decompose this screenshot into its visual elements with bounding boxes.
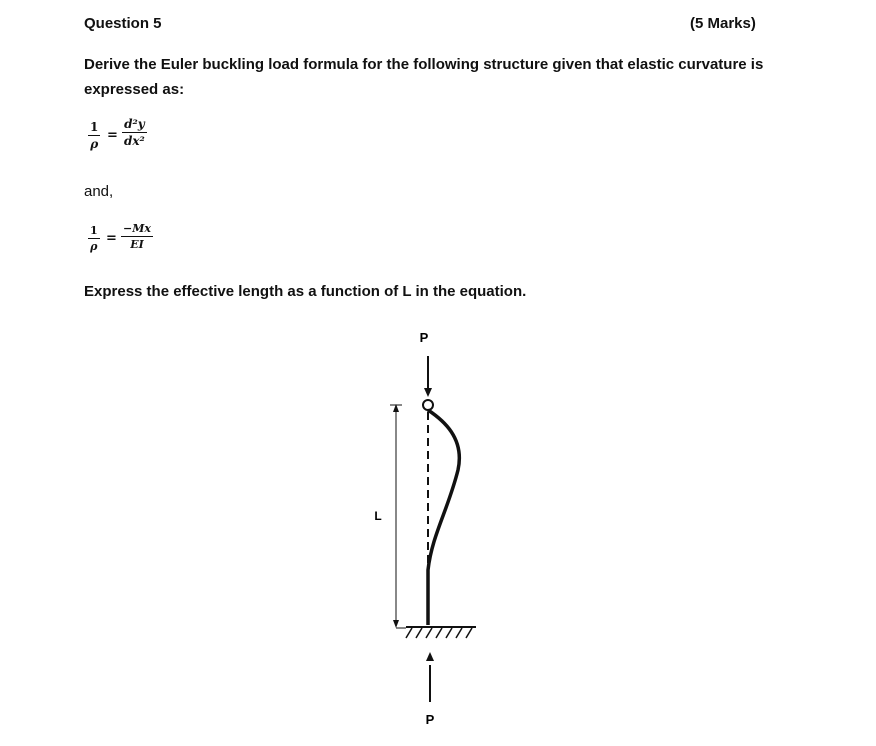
- length-dimension: [390, 404, 406, 628]
- column-buckling-diagram: [340, 320, 540, 740]
- question-title: Question 5: [84, 15, 162, 32]
- bottom-load-label: P: [425, 712, 435, 727]
- eq1-rhs-denominator: dx²: [124, 134, 145, 148]
- eq1-equals: =: [107, 128, 118, 143]
- length-label: L: [374, 509, 382, 523]
- eq1-rhs-fraction: [122, 118, 147, 147]
- eq2-lhs-numerator: 1: [90, 224, 98, 237]
- eq1-lhs-numerator: 1: [90, 120, 99, 134]
- eq1-lhs-fraction: [88, 121, 100, 150]
- bottom-load-arrow: [426, 652, 434, 702]
- eq2-lhs-fraction: [88, 225, 100, 252]
- eq2-rhs-denominator: EI: [130, 238, 144, 251]
- top-load-arrow: [424, 356, 432, 397]
- eq2-rhs-fraction: [121, 223, 153, 250]
- question-instruction: Derive the Euler buckling load formula for the following structure given that elastic curvature is expressed as:: [84, 56, 764, 98]
- eq2-lhs-denominator: ρ: [90, 240, 98, 253]
- eq2-rhs-numerator: −Mx: [123, 222, 151, 235]
- top-load-label: P: [419, 330, 429, 345]
- pin-support: [423, 400, 433, 410]
- eq2-equals: =: [106, 231, 117, 246]
- and-text: and,: [84, 183, 114, 200]
- eq1-lhs-denominator: ρ: [90, 137, 99, 151]
- question-marks: (5 Marks): [690, 15, 756, 32]
- fixed-support: [406, 627, 476, 638]
- buckled-column-shape: [428, 410, 459, 625]
- effective-length-instruction: Express the effective length as a function of L in the equation.: [84, 283, 527, 300]
- eq1-rhs-numerator: d²y: [124, 117, 145, 131]
